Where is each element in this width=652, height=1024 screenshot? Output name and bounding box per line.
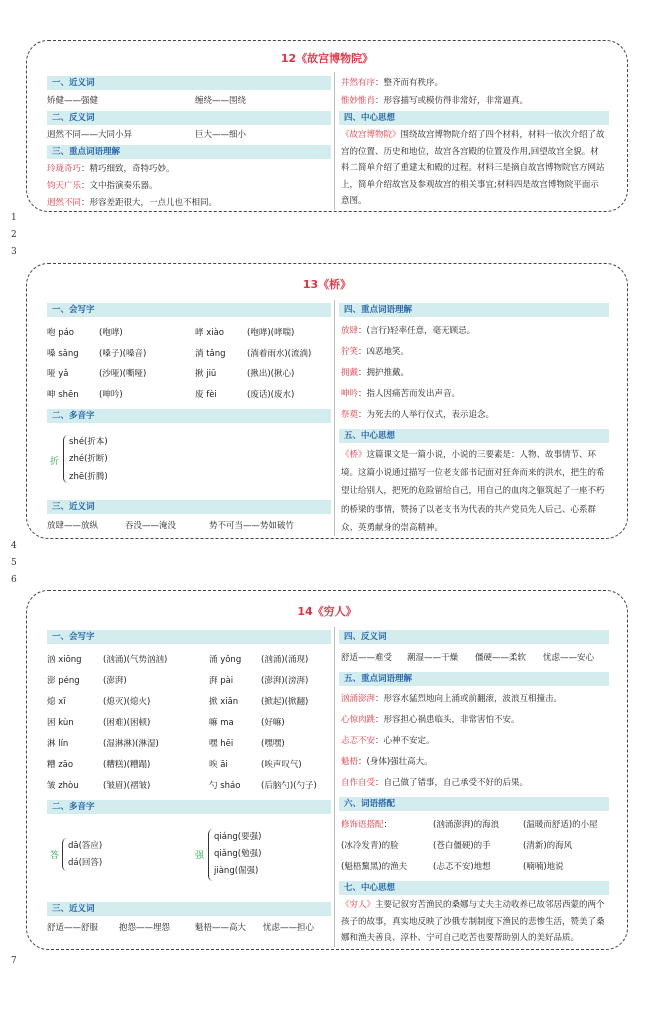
definition: ：(身体)强壮高大。 <box>358 757 433 767</box>
definition: ：形容差距很大，一点儿也不相同。 <box>81 198 218 208</box>
term-definition <box>341 95 528 107</box>
term: 钧天广乐 <box>47 181 82 191</box>
word-pair: 抱怨——埋怨 <box>119 923 171 933</box>
definition: ：凶恶地笑。 <box>358 347 410 357</box>
char-words: (澎湃) <box>103 676 127 686</box>
word-pair: 吞没——淹没 <box>125 521 177 531</box>
char-words: (皱眉)(褶皱) <box>103 781 151 791</box>
line-number: 5 <box>11 558 17 568</box>
brace-icon <box>208 829 213 881</box>
char-pinyin: 澎 péng <box>47 676 80 686</box>
char-pinyin: 淋 lín <box>47 739 69 749</box>
char-pinyin: 呻 shēn <box>47 390 79 400</box>
char-words: (咆哮)(哮喘) <box>247 328 295 338</box>
summary-text: 围绕故宫博物院介绍了四个材料，材料一依次介绍了故宫的位置、历史和地位，故宫各宫殿的位置及作用,回望故宫全貌。材料二简单介绍了重建太和殿的过程。材料三是摘自故宫博物院官方网站上，简单介绍故宫及参观故宫的相关事宜;材料四是故宫博物院平面示意图。 <box>341 130 605 206</box>
char-pinyin: 勺 sháo <box>209 781 241 791</box>
lesson-card-14 <box>26 590 628 950</box>
line-number: 7 <box>11 956 17 966</box>
word-pair: 缠绕——围绕 <box>195 96 247 106</box>
word-pair: 忧虑——担心 <box>263 923 315 933</box>
polyphone-reading: qiáng(要强) <box>214 832 262 842</box>
char-pinyin: 汹 xiōng <box>47 655 82 665</box>
brace-icon <box>62 838 67 871</box>
term-definition <box>341 409 494 421</box>
char-words: (掀起)(掀翻) <box>261 697 309 707</box>
section-header: 七、中心思想 <box>339 881 609 895</box>
term-definition <box>341 693 562 705</box>
char-pinyin: 咆 páo <box>47 328 75 338</box>
definition: ：形容水猛烈地向上涌或前翻滚，波浪互相撞击。 <box>375 694 563 704</box>
line-number: 1 <box>11 213 17 223</box>
term: 汹涌澎湃 <box>341 694 376 704</box>
term: 惟妙惟肖 <box>341 96 376 106</box>
section-header: 二、多音字 <box>47 800 331 814</box>
definition: ：精巧细致，奇特巧妙。 <box>81 164 175 174</box>
term-definition <box>341 714 520 726</box>
char-pinyin: 掀 xiān <box>209 697 239 707</box>
summary-paragraph <box>341 897 609 947</box>
polyphone-reading: qiǎng(勉强) <box>214 849 262 859</box>
term-definition <box>341 346 409 358</box>
term-definition <box>341 77 443 89</box>
term: 拥戴 <box>341 368 359 378</box>
line-number: 2 <box>11 230 17 240</box>
term: 魁梧 <box>341 757 359 767</box>
word-pair: 舒适——舒服 <box>47 923 99 933</box>
word-pair: 放肆——放纵 <box>47 521 99 531</box>
section-header: 五、中心思想 <box>339 429 609 443</box>
polyphone-char: 强 <box>195 851 205 861</box>
char-pinyin: 揪 jiū <box>195 369 217 379</box>
collocation-item: (苍白僵硬)的手 <box>433 841 491 851</box>
polyphone-reading: zhé(折断) <box>69 454 108 464</box>
polyphone-reading: zhē(折腾) <box>69 472 108 482</box>
section-header: 三、近义词 <box>47 902 331 916</box>
definition: ：指人因痛苦而发出声音。 <box>358 389 461 399</box>
term-definition <box>341 777 528 789</box>
definition: ：整齐而有秩序。 <box>375 78 444 88</box>
collocation-item: (冰冷发青)的脸 <box>341 841 399 851</box>
char-words: (困难)(困顿) <box>103 718 151 728</box>
char-pinyin: 唉 āi <box>209 760 228 770</box>
term-definition <box>47 163 175 175</box>
char-pinyin: 淌 tǎng <box>195 349 226 359</box>
char-pinyin: 皱 zhòu <box>47 781 79 791</box>
word-pair: 巨大——细小 <box>195 130 247 140</box>
section-header: 三、重点词语理解 <box>47 145 331 159</box>
char-pinyin: 嘛 ma <box>209 718 234 728</box>
word-pair: 迥然不同——大同小异 <box>47 130 133 140</box>
lesson-card-12 <box>26 40 628 212</box>
section-header: 四、中心思想 <box>339 111 609 125</box>
word-pair: 魁梧——高大 <box>195 923 247 933</box>
section-header: 四、反义词 <box>339 630 609 644</box>
word-pair: 矫健——强健 <box>47 96 99 106</box>
card-title: 12《故宫博物院》 <box>280 52 374 65</box>
section-header: 五、重点词语理解 <box>339 672 609 686</box>
char-words: (废话)(废水) <box>247 390 295 400</box>
char-words: (嘿嘿) <box>261 739 285 749</box>
term: 狞笑 <box>341 347 359 357</box>
term: 放肆 <box>341 326 359 336</box>
word-pair: 势不可当——势如破竹 <box>209 521 295 531</box>
section-header: 二、反义词 <box>47 111 331 125</box>
char-pinyin: 困 kùn <box>47 718 74 728</box>
term: 玲珑奇巧 <box>47 164 82 174</box>
summary-term: 《桥》 <box>341 450 367 460</box>
term-definition <box>341 325 475 337</box>
definition: ：心神不安定。 <box>375 736 435 746</box>
definition: ：形容描写或模仿得非常好，非常逼真。 <box>375 96 529 106</box>
char-words: (呻吟) <box>99 390 123 400</box>
term-definition <box>47 197 217 209</box>
collocation-item: (清新)的海风 <box>523 841 573 851</box>
term-definition <box>341 756 433 768</box>
term-definition <box>47 180 158 192</box>
section-header: 四、重点词语理解 <box>339 303 609 317</box>
column-divider <box>334 72 335 210</box>
char-words: (汹涌)(气势汹汹) <box>103 655 168 665</box>
char-words: (澎湃)(滂湃) <box>261 676 309 686</box>
collocation-item: (忐忑不安)地想 <box>433 862 491 872</box>
polyphone-reading: jiàng(倔强) <box>214 866 259 876</box>
char-words: (咆哮) <box>99 328 123 338</box>
char-words: (唉声叹气) <box>261 760 302 770</box>
polyphone-reading: dá(回答) <box>68 858 103 868</box>
polyphone-char: 答 <box>50 851 60 861</box>
char-pinyin: 哮 xiào <box>195 328 225 338</box>
definition: ：文中指演奏乐器。 <box>81 181 158 191</box>
word-pair: 僵硬——柔软 <box>475 653 527 663</box>
collocation-item: ： <box>383 820 393 830</box>
collocation-item: (魁梧黧黑)的渔夫 <box>341 862 408 872</box>
definition: ：为死去的人举行仪式，表示追念。 <box>358 410 495 420</box>
word-pair: 舒适——难受 <box>341 653 393 663</box>
polyphone-reading: shé(折本) <box>69 437 108 447</box>
summary-paragraph <box>341 446 609 537</box>
definition: ：(言行)轻率任意，毫无顾忌。 <box>358 326 476 336</box>
brace-icon <box>63 435 68 483</box>
definition: ：形容担心祸患临头，非常害怕不安。 <box>375 715 520 725</box>
summary-text: 这篇课文是一篇小说，小说的三要素是：人物、故事情节、环境。这篇小说通过描写一位老支部书记面对狂奔而来的洪水，把生的希望让给别人，把死的危险留给自己，用自己的血肉之躯筑起了一座不朽的桥梁的事情，赞扬了以老支书为代表的共产党员先人后己、心系群众、英勇献身的崇高精神。 <box>341 450 605 533</box>
term-definition <box>341 735 435 747</box>
section-header: 一、会写字 <box>47 630 331 644</box>
section-header: 一、近义词 <box>47 76 331 90</box>
section-header: 一、会写字 <box>47 303 331 317</box>
collocation-label: 修饰语搭配 <box>341 820 384 830</box>
term: 心惊肉跳 <box>341 715 376 725</box>
char-words: (湿淋淋)(淋湿) <box>103 739 159 749</box>
word-pair: 潮湿——干燥 <box>407 653 459 663</box>
char-pinyin: 糟 zāo <box>47 760 74 770</box>
term: 祭奠 <box>341 410 359 420</box>
term: 迥然不同 <box>47 198 82 208</box>
section-header: 二、多音字 <box>47 409 331 423</box>
line-number: 3 <box>11 247 17 257</box>
char-pinyin: 哑 yǎ <box>47 369 69 379</box>
summary-term: 《穷人》 <box>341 900 376 910</box>
char-pinyin: 废 fèi <box>195 390 217 400</box>
section-header: 六、词语搭配 <box>339 797 609 811</box>
column-divider <box>334 627 335 947</box>
term: 呻吟 <box>341 389 359 399</box>
char-words: (沙哑)(嘶哑) <box>99 369 147 379</box>
char-words: (汹涌)(涌现) <box>261 655 309 665</box>
char-words: (揪出)(揪心) <box>247 369 295 379</box>
summary-term: 《故宫博物院》 <box>341 130 401 140</box>
collocation-item: (温暖而舒适)的小屋 <box>523 820 598 830</box>
collocation-row <box>341 819 392 831</box>
summary-paragraph <box>341 127 607 210</box>
collocation-item: (喃喃)地说 <box>523 862 564 872</box>
line-number: 4 <box>11 541 17 551</box>
card-title: 13《桥》 <box>302 278 352 291</box>
summary-text: 主要记叙穷苦渔民的桑娜与丈夫主动收养已故邻居西蒙的两个孩子的故事，真实地反映了沙俄专制制度下渔民的悲惨生活，赞美了桑娜和渔夫善良、淳朴、宁可自己吃苦也要帮助别人的美好品质。 <box>341 900 605 943</box>
term: 忐忑不安 <box>341 736 376 746</box>
term: 井然有序 <box>341 78 376 88</box>
collocation-item: (汹涌澎湃)的海浪 <box>433 820 500 830</box>
char-words: (糟糕)(糟蹋) <box>103 760 151 770</box>
section-header: 三、近义词 <box>47 500 331 514</box>
char-pinyin: 嗓 sǎng <box>47 349 79 359</box>
column-divider <box>334 300 335 536</box>
word-pair: 忧虑——安心 <box>543 653 595 663</box>
char-words: (后脑勺)(勺子) <box>261 781 317 791</box>
line-number: 6 <box>11 575 17 585</box>
term-definition <box>341 388 460 400</box>
polyphone-char: 折 <box>50 457 60 467</box>
term: 自作自受 <box>341 778 376 788</box>
char-words: (嗓子)(嗓音) <box>99 349 147 359</box>
char-words: (淌着雨水)(流淌) <box>247 349 312 359</box>
lesson-card-13 <box>26 263 628 539</box>
definition: ：拥护推戴。 <box>358 368 410 378</box>
polyphone-reading: dā(答应) <box>68 841 103 851</box>
char-pinyin: 熄 xī <box>47 697 66 707</box>
card-title: 14《穷人》 <box>297 605 357 618</box>
char-words: (好嘛) <box>261 718 285 728</box>
char-pinyin: 嘿 hēi <box>209 739 234 749</box>
term-definition <box>341 367 409 379</box>
char-pinyin: 湃 pài <box>209 676 234 686</box>
char-words: (熄灭)(熄火) <box>103 697 151 707</box>
char-pinyin: 涌 yǒng <box>209 655 242 665</box>
definition: ：自己做了错事，自己承受不好的后果。 <box>375 778 529 788</box>
